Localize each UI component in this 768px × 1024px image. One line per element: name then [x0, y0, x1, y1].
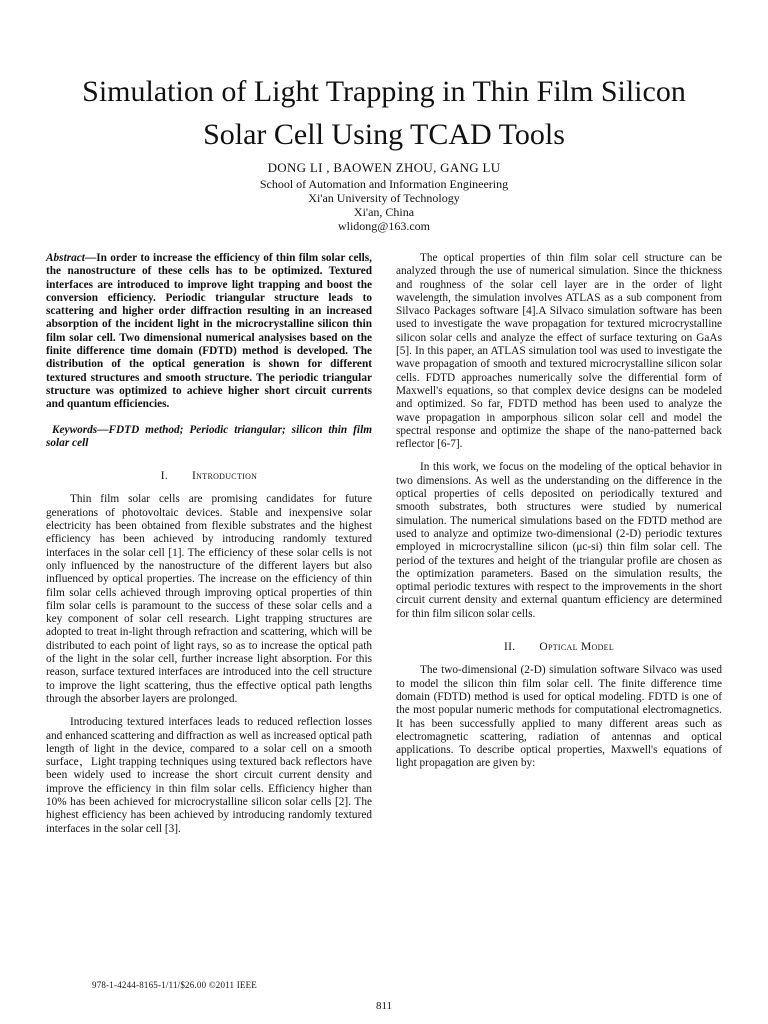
- abstract: [46, 252, 372, 412]
- abstract-label: Abstract: [46, 252, 85, 264]
- affiliation-block: [0, 177, 768, 233]
- affiliation-location: Xi'an, China: [353, 205, 415, 219]
- title-line-1: Simulation of Light Trapping in Thin Film Silicon: [82, 75, 686, 108]
- keywords: Keywords—FDTD method; Periodic triangular; silicon thin film solar cell: [46, 423, 372, 449]
- paper-title: [40, 70, 728, 156]
- section-number: I.: [160, 470, 169, 483]
- section-title: Optical Model: [539, 641, 615, 654]
- body-paragraph-2: In this work, we focus on the modeling of the optical behavior in two dimensions. As well as the understanding on the difference in the optical properties of cells deposited on periodically textured and smooth substrates, both structures were studied by numerical simulation. The numerical simulations based on the FDTD method are used to analyze and optimize two-dimensional (2-D) periodic textures employed in microcrystalline silicon (μc-si) thin film solar cell. The period of the textures and height of the triangular profile are chosen as the optimization parameters. Based on the simulation results, the optimal periodic textures with respect to the improvements in the short circuit current density and external quantum efficiency are determined for thin film silicon solar cells.: [396, 461, 722, 620]
- left-column: [46, 252, 372, 836]
- introduction-paragraph-1: Thin film solar cells are promising candidates for future generations of photovoltaic devices. Stable and inexpensive solar electricity has been obtained from flexible substrates and the highest efficiency has been achieved by introducing randomly textured interfaces in the solar cell [1]. The efficiency of these solar cells is not only influenced by the nanostructure of the different layers but also influenced by optical properties. The increase on the efficiency of thin film solar cells achieved through improving optical properties of thin film solar cells is paramount to the success of these solar cells and a key component of solar cell research. Light trapping structures are adopted to treat in-light through refraction and scattering, which will be distributed to each point of light rays, so as to increase the optical path of the light in the solar cell, further increase light absorption. For this reason, surface textured interfaces are introduced into the cell structure to improve the light scattering, thus the effective optical path lengths through the absorber layers are prolonged.: [46, 493, 372, 705]
- section-number: II.: [503, 641, 516, 654]
- section-title: Introduction: [192, 470, 258, 483]
- right-column: [396, 252, 722, 771]
- affiliation-university: Xi'an University of Technology: [308, 191, 460, 205]
- page-number: 811: [375, 1000, 393, 1012]
- section-heading-introduction: [46, 470, 372, 483]
- affiliation-email: wlidong@163.com: [337, 219, 431, 233]
- abstract-text: —In order to increase the efficiency of thin film solar cells, the nanostructure of these cells has to be optimized. Textured interfaces are introduced to improve light trapping and boost the conversion efficiency. Periodic triangular structure leads to scattering and higher order diffraction resulting in an increased absorption of the incident light in the microcrystalline silicon thin film solar cell. Two dimensional numerical analysises based on the finite difference time domain (FDTD) method is developed. The distribution of the optical generation is shown for different textured structures and smooth structure. The periodic triangular structure was optimized to achieve higher short circuit currents and quantum efficiencies.: [46, 252, 372, 411]
- copyright-notice: 978-1-4244-8165-1/11/$26.00 ©2011 IEEE: [92, 980, 257, 990]
- title-line-2: Solar Cell Using TCAD Tools: [203, 118, 565, 151]
- introduction-paragraph-2: Introducing textured interfaces leads to reduced reflection losses and enhanced scattering and diffraction as well as increased optical path length of light in the device, compared to a solar cell on a smooth surface，Light trapping techniques using textured back reflectors have been widely used to increase the short circuit current density and improve the efficiency in thin film solar cells. Efficiency higher than 10% has been achieved for microcrystalline silicon solar cells [2]. The highest efficiency has been achieved by introducing randomly textured interfaces in the solar cell [3].: [46, 716, 373, 835]
- section-heading-optical-model: [396, 641, 722, 654]
- body-paragraph-1: The optical properties of thin film solar cell structure can be analyzed through the use of numerical simulation. Since the thickness and roughness of the solar cell layer are in the order of light wavelength, the simulation involves ATLAS as a sub component from Silvaco Packages software [4].A Silvaco simulation software has been used to investigate the wave propagation for textured microcrystalline silicon solar cells and analyze the effect of surface texturing on GaAs [5]. In this paper, an ATLAS simulation tool was used to investigate the wave propagation of smooth and textured microcrystalline silicon solar cells. FDTD approaches numerically solve the differential form of Maxwell's equations, so that complex device designs can be modeled and optimized. So far, FDTD method has been used to analyze the wave propagation in amporphous silicon solar cell and model the spectral response and optimize the shape of the nano-patterned back reflector [6-7].: [396, 252, 722, 451]
- affiliation-school: School of Automation and Information Engineering: [259, 177, 509, 191]
- body-paragraph-3: The two-dimensional (2-D) simulation software Silvaco was used to model the silicon thin film solar cell. The finite difference time domain (FDTD) method is used for optical modeling. FDTD is one of the most popular numeric methods for computational electromagnetics. It has been successfully applied to many different areas such as electromagnetic scattering, radiation of antennas and optical applications. To describe optical properties, Maxwell's equations of light propagation are given by:: [396, 664, 722, 770]
- author-list: DONG LI , BAOWEN ZHOU, GANG LU: [267, 160, 501, 175]
